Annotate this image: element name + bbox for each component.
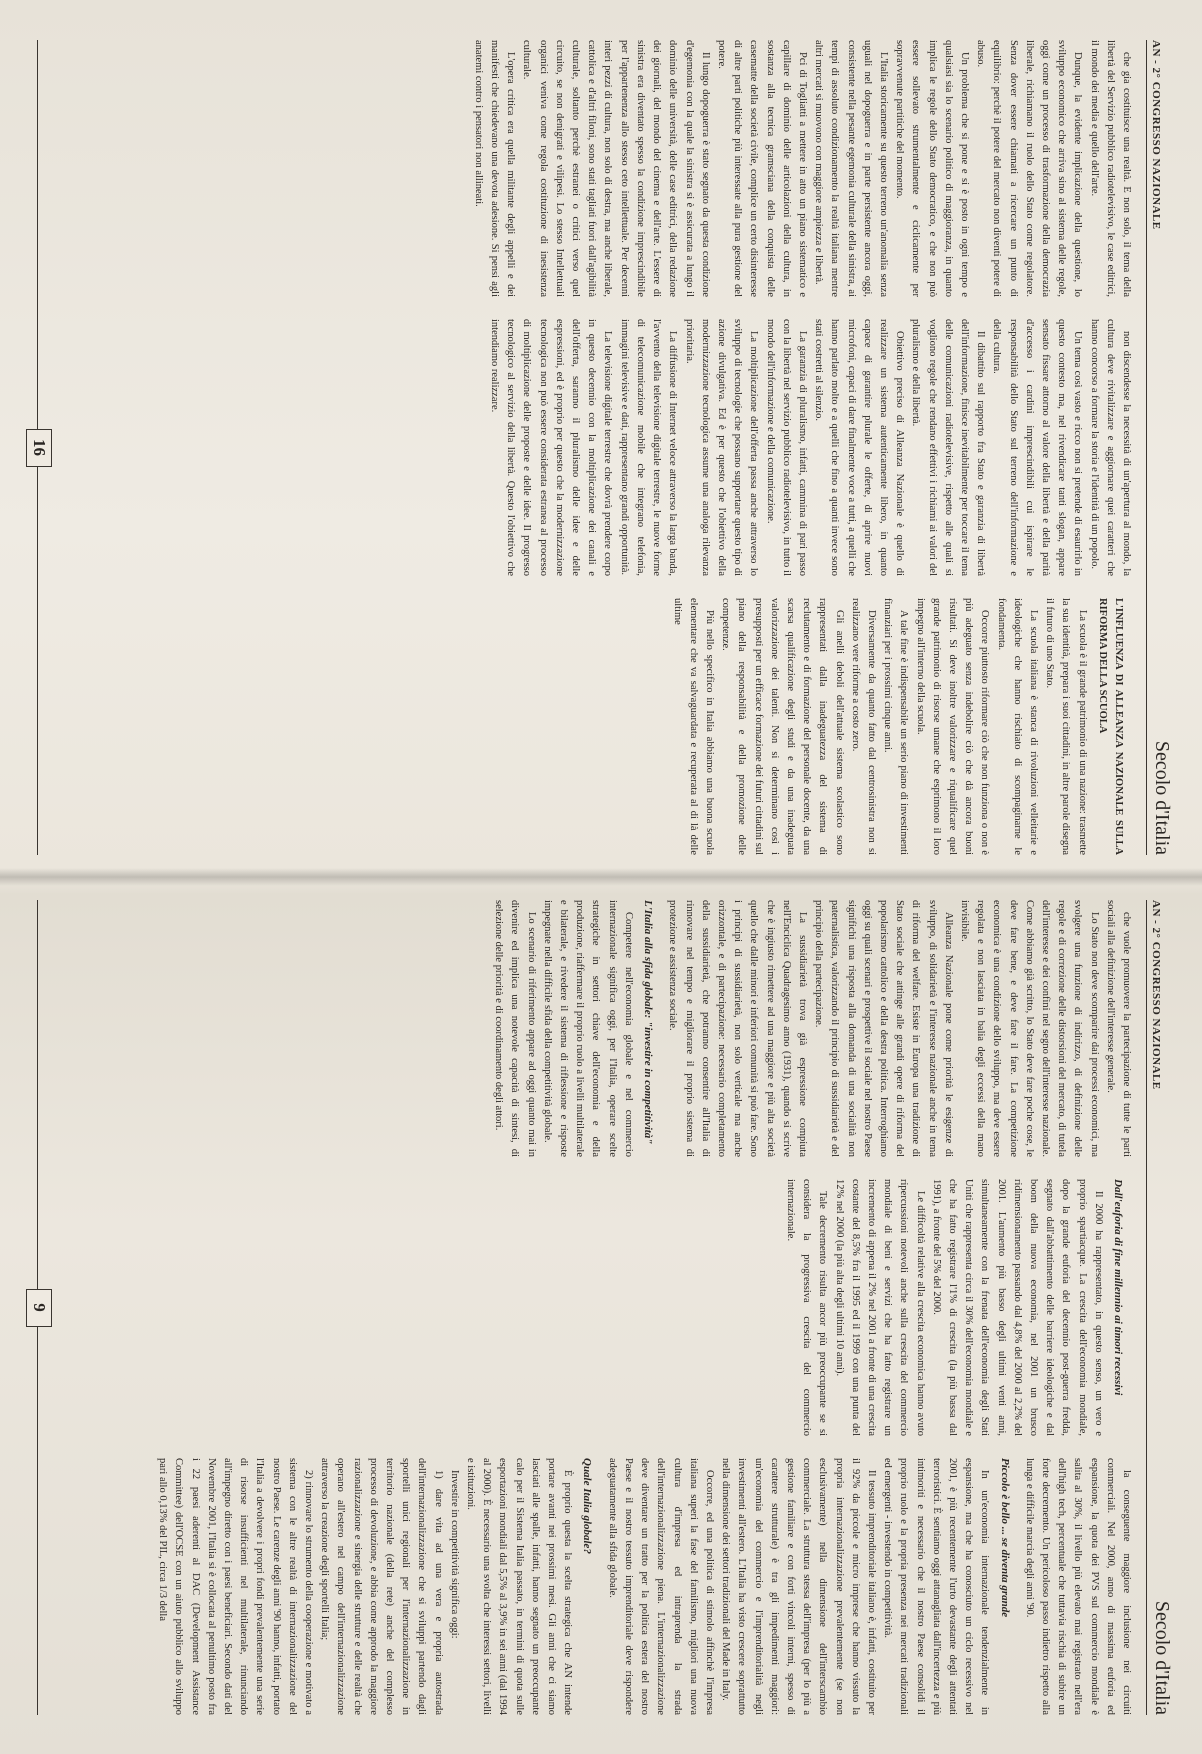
section-body xyxy=(782,1179,1106,1436)
paragraph: la conseguente maggiore inclusione nei circuiti commerciali. Nel 2000, anno di massima euforia ed espansione, la quota dei PVS sul commercio mondiale è salita al 30%, il livello più elevato mai registrato nell'era dell'high tech, percentuale che tuttavia rischia di subire un forte decremento. Un pericoloso passo indietro rispetto alla lunga e difficile marcia degli anni '90. xyxy=(1023,1458,1132,1715)
paragraph: che gia costituisce una realtà. E non solo, il tema della libertà del Servizio pubblico radiotelevisivo, le case editrici, il mondo dei media e quello dell'arte. xyxy=(1088,40,1132,297)
paragraph: Lo Stato non deve scomparire dai processi economici, ma svolgere una funzione di indirizzo, di definizione delle regole e di correzione delle distorsioni del mercato, di tutela dell'interesse e dei confini nel segno dell'interesse nazionale. Come abbiamo già scritto, lo Stato deve fare poche cose, le deve fare bene, e deve fare il fare. La competizione economica è una condizione dello sviluppo, ma deve essere regolata e non lasciata in balia degli eccessi della mano invisibile. xyxy=(958,900,1100,1157)
text-column-3 xyxy=(74,598,1134,855)
section-body xyxy=(664,900,1134,1157)
page-header xyxy=(1146,900,1176,1715)
section-body xyxy=(490,900,636,1157)
page-header xyxy=(1146,40,1176,855)
text-column-1 xyxy=(74,900,1134,1157)
paragraph: Il dibattito sul rapporto fra Stato e garanzia di libertà dell'informazione, finisce inevitabilmente per toccare il tema delle comunicazioni radiotelevisive, rispetto alle quali si vogliono regole che rendano effettivi i richiami ai valori del pluralismo e della libertà. xyxy=(910,319,987,576)
page-9 xyxy=(26,900,1176,1715)
paragraph: La diffusione di Internet veloce attraverso la larga banda, l'avvento della televisione digitale terrestre, le nuove forme di telecomunicazione mobile che integrano telefonia, immagini televisive e dati, rappresentano grandi opportunità. xyxy=(618,319,679,576)
section-body xyxy=(668,598,1089,855)
section-body xyxy=(604,1458,993,1715)
text-column-2 xyxy=(74,319,1134,576)
paragraph: Gli anelli deboli dell'attuale sistema scolastico sono rappresentati dalla inadeguatezza del sistema di reclutamento e di formazione del personale docente, da una scarsa qualificazione degli studi e da una inadeguata valorizzazione dei talenti. Non si determinano così i presupposti per un efficace formazione dei futuri cittadini sul piano della responsabilità e della promozione delle competenze. xyxy=(720,598,845,855)
paragraph: La scuola è il grande patrimonio di una nazione: trasmette la sua identità, prepara i suoi cittadini, in altre parole disegna il futuro di uno Stato. xyxy=(1044,598,1088,855)
paragraph: È proprio questa la scelta strategica che AN intende portare avanti nei prossimi mesi. Gli anni che ci siamo lasciati alle spalle, infatti, hanno segnato un preoccupante calo per il Sistema Italia passato, in termini di quota sulle esportazioni mondiali dal 5,5% al 3,9% in sei anni (dal 1994 al 2000). È necessario una svolta che interessi settori, livelli e istituzioni. xyxy=(465,1458,574,1715)
paragraph: La televisione digitale terrestre che dovrà prendere corpo in questo decennio con la moltiplicazione dei canali e dell'offerta, saranno il pluralismo delle idee e delle espressioni, ed è proprio per questo che la modernizzazione tecnologica non può essere considerata estranea al processo di moltiplicazione delle proposte e delle idee. Il progresso tecnologico al servizio della libertà. Questo l'obiettivo che intendiamo realizzare. xyxy=(489,319,614,576)
section-heading: Quale Italia globale? xyxy=(581,1458,594,1554)
paragraph: Diversamente da quanto fatto dal centrosinistra non si realizzano vere riforme a costo zero. xyxy=(849,598,877,855)
paragraph: Dunque, la evidente implicazione della questione, lo sviluppo economico che arriva sino al sistema delle regole, oggi come un processo di trasformazione della democrazia liberale, richiamano il ruolo dello Stato come regolatore. Senza dover essere chiamati a ricercare un punto di equilibrio: perchè il potere del mercato non diventi potere di abuso. xyxy=(975,40,1084,297)
paragraph: La garanzia di pluralismo, infatti, cammina di pari passo con la libertà nel servizio pubblico radiotelevisivo, in tutto il mondo dell'informazione e della comunicazione. xyxy=(764,319,808,576)
page-number: 9 xyxy=(26,1289,52,1327)
paragraph: Lo scenario di riferimento appare ad oggi quanto mai in divenire ed implica una notevole capacità di sintesi, di selezione delle priorità e di coordinamento degli attori. xyxy=(493,900,537,1157)
page-gutter xyxy=(0,868,1202,886)
paragraph: Occorre, ed una politica di stimolo affinchè l'impresa italiana superi la fase del familismo, migliori una nuova cultura d'impresa ed intraprenda la strada dell'internazionalizzazione piena. L'internazionalizzazione deve diventare un tratto per la politica estera del nostro Paese e il nostro tessuto imprenditoriale deve rispondere adeguatamente alla sfida globale. xyxy=(606,1458,715,1715)
section-body xyxy=(154,1458,575,1715)
paragraph: Il tessuto imprenditoriale italiano è, infatti, costituito per il 92% da piccole e micro imprese che hanno vissuto la propria internazionalizzazione prevalentemente (se non esclusivamente) nella dimensione dell'interscambio commerciale. La struttura stessa dell'impresa (per lo più a gestione familiare e con forti vincoli interni, spesso di carattere strutturale) è tra gli impedimenti maggiori: un'economia del commercio e l'imprenditorialità negli investimenti all'estero. L'Italia ha visto crescere soprattutto nella dimensione dei settori tradizionali del Made in Italy. xyxy=(720,1458,877,1715)
paragraph: L'Italia storicamente su questo terreno un'anomalia senza uguali nel dopoguerra e in parte persistente ancora oggi, consistente nella pesante egemonia culturale della sinistra, ai tempi di assoluto condizionamento la realtà italiana mentre altri mercati si muovono con maggiore ampiezza e libertà. xyxy=(813,40,889,297)
section-heading: L'INFLUENZA DI ALLEANZA NAZIONALE SULLA RIFORMA DELLA SCUOLA xyxy=(1096,598,1124,855)
paragraph: Pci di Togliatti a mettere in atto un piano sistematico e capillare di dominio delle articolazioni della cultura, in sostanza alla tecnica gramsciana della conquista delle casematte della società civile, complice un certo disinteresse di altre parti politiche più interessate alla pura gestione del potere. xyxy=(715,40,808,297)
section-heading: L'Italia alla sfida globale: "investire in competitività" xyxy=(642,900,655,1145)
paragraph: Tale decremento risulta ancor più preoccupante se si considera la progressiva crescita del commercio internazionale. xyxy=(784,1179,829,1436)
text-column-1 xyxy=(74,40,1134,297)
paragraph: Più nello specifico in Italia abbiamo una buona scuola elementare che va salvaguardata e recuperata al di là delle ultime xyxy=(671,598,715,855)
header-congress-label: AN - 2° CONGRESSO NAZIONALE xyxy=(1150,900,1162,1090)
text-column-3 xyxy=(74,1458,1134,1715)
section-heading: Dall'euforia di fine millennio ai timori recessivi xyxy=(1112,1179,1124,1396)
text-column-2 xyxy=(74,1179,1134,1436)
page-body xyxy=(74,40,1134,855)
header-congress-label: AN - 2° CONGRESSO NAZIONALE xyxy=(1150,40,1162,230)
paragraph: Un problema che si pone e si è posto in ogni tempo e qualsiasi sia lo scenario politico di maggioranza, in quanto implica le regole dello Stato democratico, e che non può essere sollevato strumentalmente e ciclicamente per sopravvenute partitiche del momento. xyxy=(894,40,970,297)
paragraph: La moltiplicazione dell'offerta passa anche attraverso lo sviluppo di tecnologie che possano supportare questo tipo di azione divulgativa. Ed è per questo che l'obiettivo della modernizzazione tecnologica assume una analoga rilevanza prioritaria. xyxy=(683,319,760,576)
header-newspaper-title: Secolo d'Italia xyxy=(1151,1600,1173,1715)
paragraph: La scuola italiana è stanca di rivoluzioni velleitarie e ideologiche che hanno rischiato di scompaginarne le fondamenta. xyxy=(995,598,1039,855)
paragraph: Occorre piuttosto riformare ciò che non funziona o non è più adeguato senza indebolire ciò che dà ancora buoni risultati. Si deve inoltre valorizzare e riqualificare quel grande patrimonio di risorse umane che esprimono il loro impegno all'interno della scuola. xyxy=(914,598,991,855)
page-16 xyxy=(26,40,1176,855)
section-body xyxy=(1021,1458,1134,1715)
paragraph: Obiettivo preciso di Alleanza Nazionale è quello di realizzare un sistema autenticamente libero, in quanto capace di garantire plurale le offerte, di aprire nuovi microfoni, capaci di dare finalmente voce a tutti, a quelli che hanno parlato molto e a quelli che fino a quanti invece sono stati costretti al silenzio. xyxy=(813,319,906,576)
paragraph: La sussidiarietà trova già espressione compiuta nell'Enciclica Quadragesimo anno (1931), quando si scrive che è ingiusto rimettere ad una maggiore e più alta società quello che dalle minori e inferiori comunità si può fare. Sono i principi di sussidiarietà, non solo verticale ma anche orizzontale, e di partecipazione: necessario completamento della sussidiarietà, che potranno consentire all'Italia di rinnovare nel tempo e migliorare il proprio sistema di protezione e assistenza sociale. xyxy=(667,900,808,1157)
paragraph: A tale fine è indispensabile un serio piano di investimenti finanziari per i prossimi cinque anni. xyxy=(882,598,910,855)
paragraph: che vuole promuovere la partecipazione di tutte le parti sociali alla definizione dell'interesse generale. xyxy=(1104,900,1132,1157)
paragraph: 2) rinnovare lo strumento della cooperazione e motivato a sistema con le altre realtà di internazionalizzazione del nostro Paese. Le carenze degli anni '90 hanno, infatti, portato l'Italia a devolvere i propri fondi prevalentemente una serie di risorse insufficienti nel multilaterale, rinunciando all'impegno diretto con i paesi beneficiari. Secondo dati del Novembre 2001, l'Italia si è collocata al penultimo posto fra i 22 paesi aderenti al DAC (Development Assistance Committee) dell'OCSE con un aiuto pubblico allo sviluppo pari allo 0,13% del PIL, circa 1/3 della xyxy=(157,1458,315,1715)
paragraph: Il 2000 ha rappresentato, in questo senso, un vero e proprio spartiacque. La crescita dell'economia mondiale, dopo la grande euforia del decennio post-guerra fredda, segnato dall'abbattimento delle barriere ideologiche e dal boom della nuova economia, nel 2001 un brusco ridimensionamento passando dal 4,8% del 2000 al 2,2% del 2001. L'aumento più basso degli ultimi venti anni, simultaneamente con la frenata dell'economia degli Stati Uniti che rappresenta circa il 30% dell'economia mondiale e che ha fatto registrare l'1% di crescita (la più bassa dal 1991), a fronte del 5% del 2000. xyxy=(930,1179,1104,1436)
paragraph: Competere nell'economia globale e nel commercio internazionale significa oggi, per l'Italia, operare scelte strategiche in settori chiave dell'economia e della produzione, riaffermare il proprio ruolo a livelli multilaterale e bilaterale, e rivedere il sistema di riflessione e risposte impegnate nella difficile sfida della competitività globale. xyxy=(541,900,634,1157)
paragraph: Alleanza Nazionale pone come priorità le esigenze di sviluppo, di solidarietà e l'interesse nazionale anche in tema di riforma del welfare. Esiste in Europa una tradizione di Stato sociale che attinge alle grandi opere di riforma del popolarismo cattolico e della destra politica. Interroghiamo oggi su quali scenari e prospettive il sociale nel nostro Paese significhi una risposta alla domanda di una socialità non paternalistica, valorizzando il principio di sussidiarietà e del principio della partecipazione. xyxy=(813,900,954,1157)
page-body xyxy=(74,900,1134,1715)
paragraph: In un'economia internazionale tendenzialmente in espansione, ma che ha conosciuto un ciclo recessivo nel 2001, è più recentemente l'urto devastante degli attentati terroristici. È sentiamo oggi attanagliata dall'incertezza e più intimoriti e necessario che il nostro Paese consolidi il proprio ruolo e la propria presenza nei mercati tradizionali ed emergenti - investendo in competitività. xyxy=(882,1458,991,1715)
paragraph: Il lungo dopoguerra è stato segnato da questa condizione d'egemonia con la quale la sinistra si è assicurata a lungo il dominio delle università, delle case editrici, della redazione dei giornali, del mondo del cinema e dell'arte. L'essere di sinistra era diventato spesso la condizione imprescindibile per l'appartenenza allo stesso ceto intellettuale. Per decenni interi pezzi di cultura, non solo di destra, ma anche liberale, cattolica e d'altri filoni, sono stati tagliati fuori dall'agibilità culturale, soltanto perchè estranei o critici verso quel circuito, se non denigrati e vilipesi. Lo stesso Intellettuali organici veniva come regola costituzione di inesistenza culturale. xyxy=(521,40,711,297)
section-heading: Piccolo è bello ... se diventa grande xyxy=(998,1458,1011,1618)
paragraph: L'opera critica era quella militante degli appelli e dei manifesti che chiedevano una devota adesione. Si pensi agli anatemi contro i pensatori non allineati. xyxy=(472,40,517,297)
paragraph: non discendesse la necessità di un'apertura al mondo, la cultura deve rivitalizzare e aggiornare quei caratteri che hanno concorso a formare la storia e l'identità di un popolo. xyxy=(1088,319,1132,576)
paragraph: Un tema così vasto e ricco non si pretende di esaurirlo in questo contesto ma, nel rivendicare tanti slogan, appare sensato fissare attorno al valore della libertà e della parità d'accesso i cardini imprescindibili cui ispirare le responsabilità dello Stato sul terreno dell'informazione e della cultura. xyxy=(991,319,1084,576)
page-number: 16 xyxy=(26,429,52,467)
page-footer xyxy=(26,900,52,1715)
paragraph: 1) dare vita ad una vera e propria autostrada dell'internazionalizzazione che si sviluppi partendo dagli sportelli unici regionali per l'internazionalizzazione in territorio nazionale (della rete) anche del complesso processo di devoluzione, e abbia come approdo la maggiore razionalizzazione e sinergia delle strutture e delle realtà che operano all'estero nel campo dell'internazionalizzazione attraverso la creazione degli sportelli Italia; xyxy=(319,1458,444,1715)
paragraph: Le difficoltà relative alla crescita economica hanno avuto ripercussioni notevoli anche sulla crescita del commercio mondiale di beni e servizi che ha fatto registrare un incremento di appena il 2% nel 2001 a fronte di una crescita costante del 8,5% fra il 1995 ed il 1999 con una punta del 12% nel 2000 (la più alta degli ultimi 10 anni). xyxy=(833,1179,926,1436)
header-newspaper-title: Secolo d'Italia xyxy=(1151,740,1173,855)
page-footer xyxy=(26,40,52,855)
paragraph: Investire in competitività significa oggi: xyxy=(448,1470,460,1639)
